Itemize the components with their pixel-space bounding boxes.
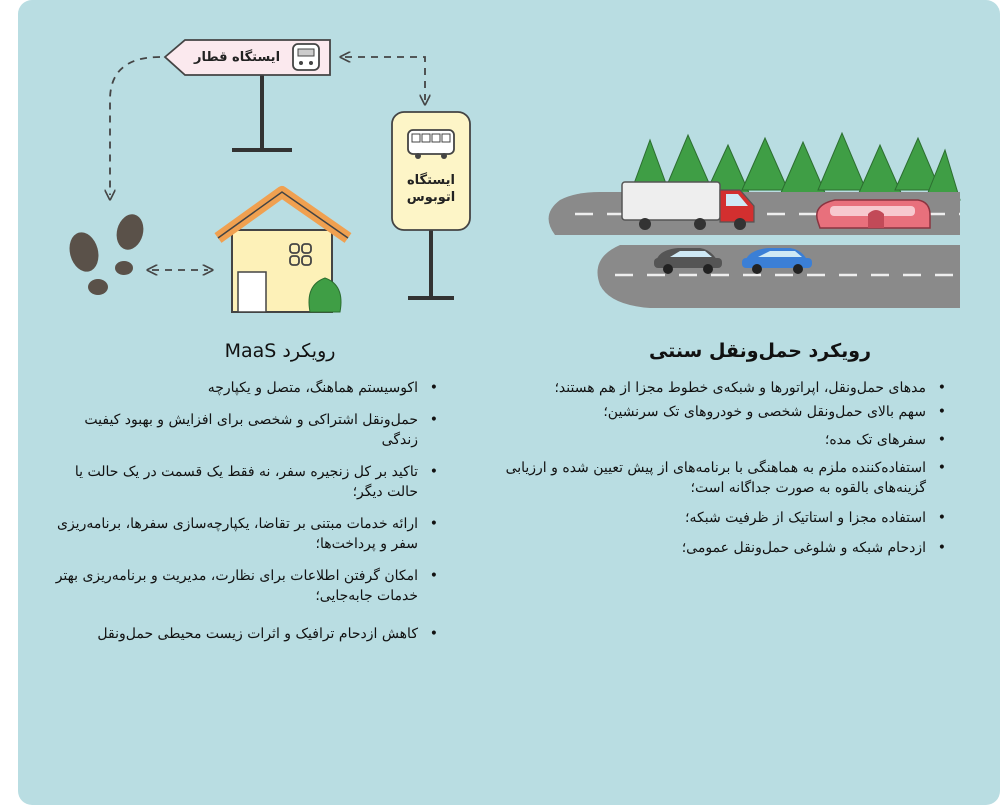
bus-station-label: ایستگاه اتوبوس: [406, 173, 456, 205]
road-scene: [549, 133, 960, 308]
bullet-item: • ازدحام شبکه و شلوغی حمل‌ونقل عمومی؛: [478, 538, 948, 558]
train-station-label: ایستگاه قطار: [193, 50, 281, 65]
bullet-item: • استفاده‌کننده ملزم به هماهنگی با برنامه‌های از پیش تعیین شده و ارزیابی گزینه‌های بالقوه به صورت جداگانه است؛: [478, 458, 948, 498]
bullet-item: • حمل‌ونقل اشتراکی و شخصی برای افزایش و بهبود کیفیت زندگی: [50, 410, 440, 450]
bullet-item: • سفرهای تک مده؛: [478, 430, 948, 450]
train-icon: [293, 44, 319, 70]
traditional-title: رویکرد حمل‌ونقل سنتی: [648, 340, 872, 362]
maas-title: رویکرد MaaS: [224, 340, 336, 362]
bullet-item: • کاهش ازدحام ترافیک و اثرات زیست محیطی حمل‌ونقل: [50, 624, 440, 644]
arrow-train-to-feet: [110, 57, 160, 195]
bullet-item: • مدهای حمل‌ونقل، اپراتورها و شبکه‌ی خطوط مجزا از هم هستند؛: [478, 378, 948, 398]
house-icon: [218, 192, 348, 312]
footprints-icon: [65, 211, 147, 295]
bus-icon: [408, 130, 454, 159]
bullet-item: • سهم بالای حمل‌ونقل شخصی و خودروهای تک سرنشین؛: [478, 402, 948, 422]
bullet-item: • امکان گرفتن اطلاعات برای نظارت، مدیریت و برنامه‌ریزی بهتر خدمات جابه‌جایی؛: [50, 566, 440, 606]
bullet-item: • اکوسیستم هماهنگ، متصل و یکپارچه: [50, 378, 440, 398]
bullet-item: • استفاده مجزا و استاتیک از ظرفیت شبکه؛: [478, 508, 948, 528]
pink-bus: [817, 200, 930, 228]
bullet-item: • ارائه خدمات مبتنی بر تقاضا، یکپارچه‌سازی سفرها، برنامه‌ریزی سفر و پرداخت‌ها؛: [50, 514, 440, 554]
bullet-item: • تاکید بر کل زنجیره سفر، نه فقط یک قسمت در یک حالت یا حالت دیگر؛: [50, 462, 440, 502]
arrow-train-to-bus: [345, 57, 425, 100]
traditional-list: [478, 378, 948, 558]
maas-list: [50, 378, 440, 644]
